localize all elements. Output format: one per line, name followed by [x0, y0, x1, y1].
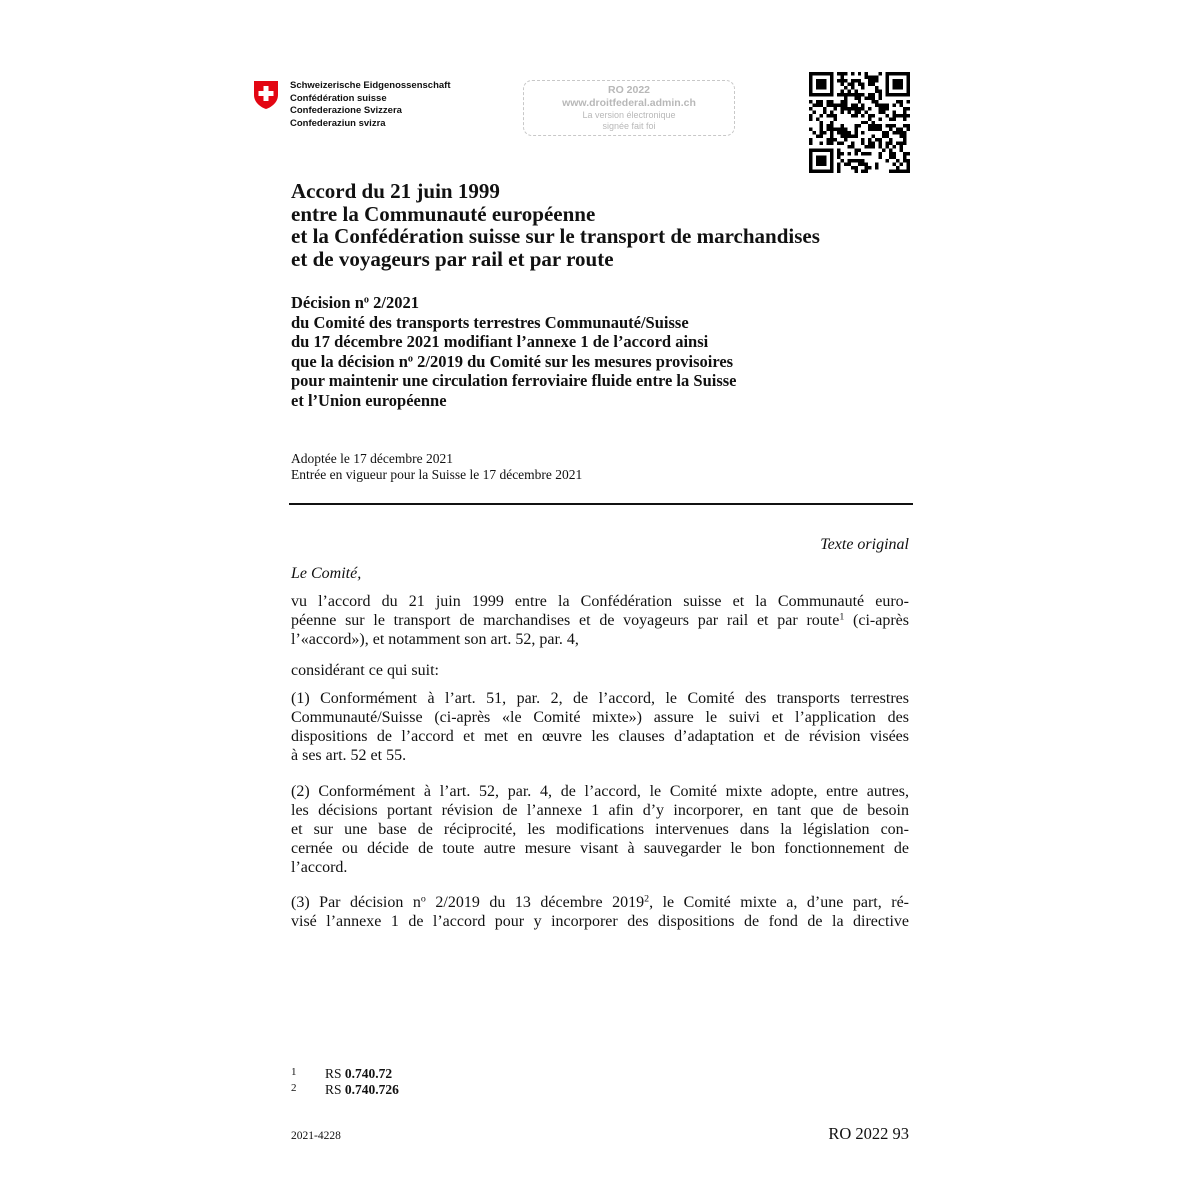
entry-into-force-date: Entrée en vigueur pour la Suisse le 17 décembre 2021: [291, 466, 583, 482]
decision-line: du 17 décembre 2021 modifiant l’annexe 1 de l’accord ainsi: [291, 332, 709, 351]
text-line: vu l’accord du 21 juin 1999 entre la Confédération suisse et la Communauté euro-: [291, 593, 909, 610]
paragraph-considerant: [291, 661, 909, 680]
footnote-ref[interactable]: 1: [839, 611, 845, 623]
text-segment: (ci-après: [844, 612, 909, 629]
text-segment: , le Comité mixte a, d’une part, ré-: [649, 894, 910, 911]
title-line: Accord du 21 juin 1999: [291, 179, 500, 203]
decision-line: [291, 293, 931, 313]
title-line: et de voyageurs par rail et par route: [291, 246, 614, 271]
original-text-label: Texte original: [820, 536, 909, 553]
footnote-number: 1: [291, 1066, 297, 1078]
adoption-date: Adoptée le 17 décembre 2021: [291, 451, 453, 466]
text-line: cernée ou décide de toute autre mesure visant à sauvegarder le bon fonctionnement de: [291, 840, 909, 857]
text-line: (2) Conformément à l’art. 52, par. 4, de l’accord, le Comité mixte adopte, entre autres,: [291, 783, 909, 800]
text-line: les décisions portant révision de l’annexe 1 afin d’y incorporer, en tant que de besoin: [291, 802, 909, 819]
confederation-name-it: Confederazione Svizzera: [290, 105, 402, 117]
confederation-name-rm: Confederaziun svizra: [290, 117, 386, 129]
footnote-prefix: RS: [325, 1066, 345, 1081]
title-line: et la Confédération suisse sur le transport de marchandises: [291, 224, 820, 248]
decision-line: du Comité des transports terrestres Communauté/Suisse: [291, 312, 689, 332]
text-line: considérant ce qui suit:: [291, 662, 439, 679]
decision-text: 2/2019 du Comité sur les mesures provisoires: [413, 351, 734, 371]
decision-text: que la décision n: [291, 351, 408, 371]
text-line: et sur une base de réciprocité, les modifications intervenues dans la législation con-: [291, 821, 909, 838]
text-segment: 2/2019 du 13 décembre 2019: [425, 894, 645, 911]
paragraph-3: [291, 893, 909, 931]
document-number: 2021-4228: [291, 1130, 341, 1142]
text-line: Communauté/Suisse (ci-après «le Comité mixte») assure le suivi et l’application des: [291, 709, 909, 726]
stamp-note-2: signée fait foi: [602, 121, 656, 131]
footnote-link[interactable]: 0.740.726: [344, 1082, 399, 1097]
footnote-number: 2: [291, 1082, 297, 1094]
text-segment: (3) Par décision n: [291, 894, 421, 911]
footnote: [291, 1080, 399, 1098]
ordinal-marker: o: [420, 893, 426, 905]
stamp-url: www.droitfederal.admin.ch: [562, 97, 696, 109]
qr-code-icon: [809, 72, 910, 173]
title-line: entre la Communauté européenne: [291, 201, 596, 226]
text-line: (1) Conformément à l’art. 51, par. 2, de l’accord, le Comité des transports terrestres: [291, 690, 909, 707]
stamp-note-1: La version électronique: [582, 110, 676, 120]
confederation-names: [290, 80, 451, 130]
ordinal-marker: o: [407, 352, 414, 364]
electronic-version-stamp: [523, 80, 735, 136]
page-title: [291, 180, 931, 270]
adoption-info: [291, 451, 582, 482]
divider: [289, 503, 913, 505]
decision-title: [291, 293, 931, 410]
decision-text: Décision n: [291, 293, 364, 312]
paragraph-1: [291, 689, 909, 765]
decision-line: et l’Union européenne: [291, 390, 447, 410]
preamble-subject: Le Comité,: [291, 565, 362, 582]
ordinal-marker: o: [363, 294, 369, 306]
text-line: [291, 611, 909, 630]
text-line: l’accord.: [291, 859, 348, 876]
text-line: [291, 893, 909, 912]
footnote-link[interactable]: 0.740.72: [344, 1066, 393, 1081]
swiss-coat-of-arms-icon: [253, 80, 279, 110]
stamp-collection: RO 2022: [607, 84, 651, 96]
text-line: l’«accord»), et notamment son art. 52, par. 4,: [291, 631, 579, 648]
footnote-ref[interactable]: 2: [644, 893, 650, 905]
confederation-name-fr: Confédération suisse: [290, 92, 387, 104]
paragraph-vu: [291, 592, 909, 649]
text-line: dispositions de l’accord et met en œuvre les clauses d’adaptation et de révision visées: [291, 728, 909, 745]
decision-line: pour maintenir une circulation ferroviaire fluide entre la Suisse: [291, 371, 737, 390]
confederation-name-de: Schweizerische Eidgenossenschaft: [290, 80, 451, 91]
text-line: à ses art. 52 et 55.: [291, 747, 407, 764]
decision-line: [291, 352, 931, 372]
decision-text: 2/2021: [369, 293, 419, 312]
paragraph-2: [291, 782, 909, 877]
text-segment: péenne sur le transport de marchandises et de voyageurs par rail et par route: [291, 612, 840, 629]
text-line: visé l’annexe 1 de l’accord pour y incorporer des dispositions de fond de la directive: [291, 913, 909, 930]
official-compilation-reference: RO 2022 93: [828, 1124, 909, 1143]
footnote-prefix: RS: [325, 1082, 345, 1097]
